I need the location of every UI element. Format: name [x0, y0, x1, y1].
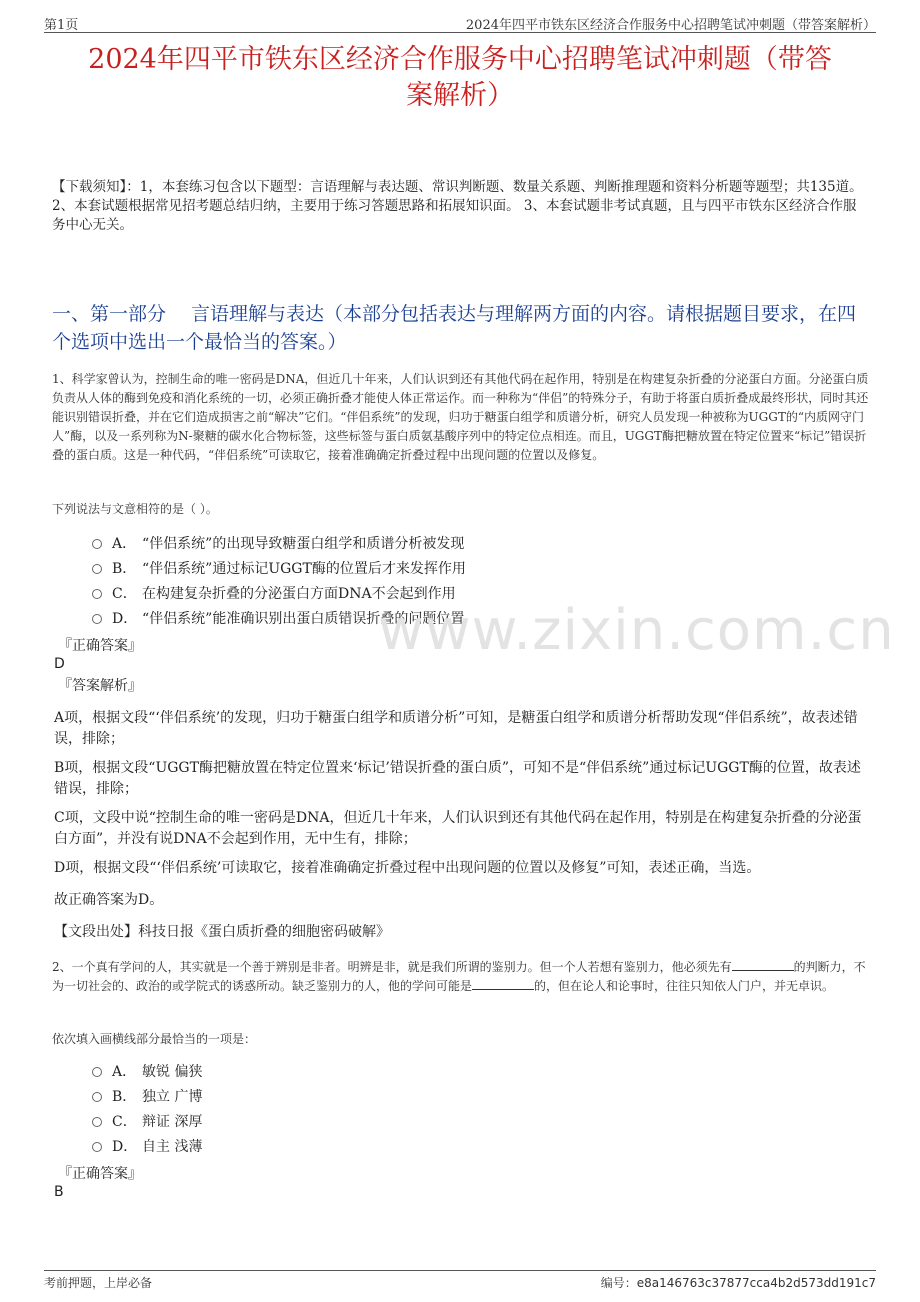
- radio-icon: [92, 1117, 102, 1127]
- correct-answer-label: 『正确答案』: [58, 638, 142, 654]
- question-1-option-d[interactable]: D． “伴侣系统”能准确识别出蛋白质错误折叠的问题位置: [92, 608, 464, 630]
- question-1-option-c[interactable]: C． 在构建复杂折叠的分泌蛋白方面DNA不会起到作用: [92, 583, 456, 605]
- question-1-text: 1、科学家曾认为，控制生命的唯一密码是DNA，但近几十年来，人们认识到还有其他代码在起作用，特别是在构建复杂折叠的分泌蛋白方面。分泌蛋白质负责从人体的酶到免疫和消化系统的一切，必须正确折叠才能使人体正常运作。而一种称为“伴侣”的特殊分子，有助于将蛋白质折叠成最终形状，同时其还能识别错误折叠，并在它们造成损害之前“解决”它们。“伴侣系统”的发现，归功于糖蛋白组学和质谱分析，研究人员发现一种被称为UGGT的“内质网守门人”酶，以及一系列称为N-聚糖的碳水化合物标签，这些标签与蛋白质氨基酸序列中的特定位点相连。而且，UGGT酶把糖放置在特定位置来“标记”错误折叠的蛋白质。这是一种代码，“伴侣系统”可读取它，接着准确确定折叠过程中出现问题的位置以及修复。: [52, 372, 869, 462]
- radio-icon: [92, 1092, 102, 1102]
- question-2-stem: 依次填入画横线部分最恰当的一项是：: [52, 1032, 257, 1046]
- title-line-2: 案解析）: [406, 80, 514, 111]
- download-notice: 【下载须知】：1，本套练习包含以下题型：言语理解与表达题、常识判断题、数量关系题、判断推理题和资料分析题等题型；共135道。 2、本套试题根据常见招考题总结归纳，主要用于练习答题思路和拓展知识面。 3、本套试题非考试真题，且与四平市铁东区经济合作服务中心无关。: [52, 179, 863, 233]
- section-heading: 一、第一部分 言语理解与表达（本部分包括表达与理解两方面的内容。请根据题目要求，在四个选项中选出一个最恰当的答案。）: [52, 303, 857, 353]
- analysis-a: A项，根据文段“‘伴侣系统’的发现，归功于糖蛋白组学和质谱分析”可知，是糖蛋白组学和质谱分析帮助发现“伴侣系统”，故表述错误，排除；: [54, 710, 858, 747]
- analysis-d: D项，根据文段“‘伴侣系统’可读取它，接着准确确定折叠过程中出现问题的位置以及修复”可知，表述正确，当选。: [54, 860, 761, 876]
- question-2-option-a[interactable]: A． 敏锐 偏狭: [92, 1061, 202, 1083]
- question-2-option-c[interactable]: C． 辩证 深厚: [92, 1111, 202, 1133]
- question-1-option-a[interactable]: A． “伴侣系统”的出现导致糖蛋白组学和质谱分析被发现: [92, 533, 464, 555]
- page-number: 第1页: [44, 18, 79, 33]
- radio-icon: [92, 1067, 102, 1077]
- blank-line: [472, 977, 534, 990]
- header-doc-title: 2024年四平市铁东区经济合作服务中心招聘笔试冲刺题（带答案解析）: [465, 18, 876, 33]
- radio-icon: [92, 614, 102, 624]
- question-2-text: 2、一个真有学问的人，其实就是一个善于辨别是非者。明辨是非，就是我们所谓的鉴别力。但一个人若想有鉴别力，他必须先有 的判断力，不为一切社会的、政治的或学院式的诱惑所动。缺乏鉴别力的人，他的学问可能是 的，但在论人和论事时，往往只知依人门户，并无卓识。: [52, 960, 866, 993]
- analysis-b: B项，根据文段“UGGT酶把糖放置在特定位置来‘标记’错误折叠的蛋白质”，可知不是“伴侣系统”通过标记UGGT酶的位置，故表述错误，排除；: [54, 760, 861, 797]
- source-citation: 【文段出处】科技日报《蛋白质折叠的细胞密码破解》: [54, 924, 390, 940]
- question-1-option-b[interactable]: B． “伴侣系统”通过标记UGGT酶的位置后才来发挥作用: [92, 558, 466, 580]
- correct-answer-label-2: 『正确答案』: [58, 1166, 142, 1182]
- document-title: [30, 42, 890, 114]
- question-1-stem: 下列说法与文意相符的是（ ）。: [52, 502, 218, 516]
- page-footer: [44, 1270, 876, 1291]
- blank-line: [732, 958, 794, 971]
- page-header: [44, 12, 876, 33]
- correct-answer: D: [54, 656, 65, 672]
- analysis-conclusion: 故正确答案为D。: [54, 892, 164, 908]
- footer-code: 编号：e8a146763c37877cca4b2d573dd191c7: [600, 1276, 876, 1290]
- correct-answer-2: B: [54, 1184, 64, 1200]
- question-2-option-b[interactable]: B． 独立 广博: [92, 1086, 202, 1108]
- analysis-label: 『答案解析』: [58, 678, 142, 694]
- watermark: www.zixin.com.cn: [378, 598, 895, 663]
- radio-icon: [92, 564, 102, 574]
- analysis-c: C项，文段中说“控制生命的唯一密码是DNA，但近几十年来，人们认识到还有其他代码在起作用，特别是在构建复杂折叠的分泌蛋白方面”，并没有说DNA不会起到作用，无中生有，排除；: [54, 810, 862, 847]
- radio-icon: [92, 1142, 102, 1152]
- title-line-1: 2024年四平市铁东区经济合作服务中心招聘笔试冲刺题（带答: [88, 44, 832, 75]
- radio-icon: [92, 589, 102, 599]
- footer-slogan: 考前押题，上岸必备: [44, 1276, 153, 1290]
- radio-icon: [92, 539, 102, 549]
- question-2-option-d[interactable]: D． 自主 浅薄: [92, 1136, 202, 1158]
